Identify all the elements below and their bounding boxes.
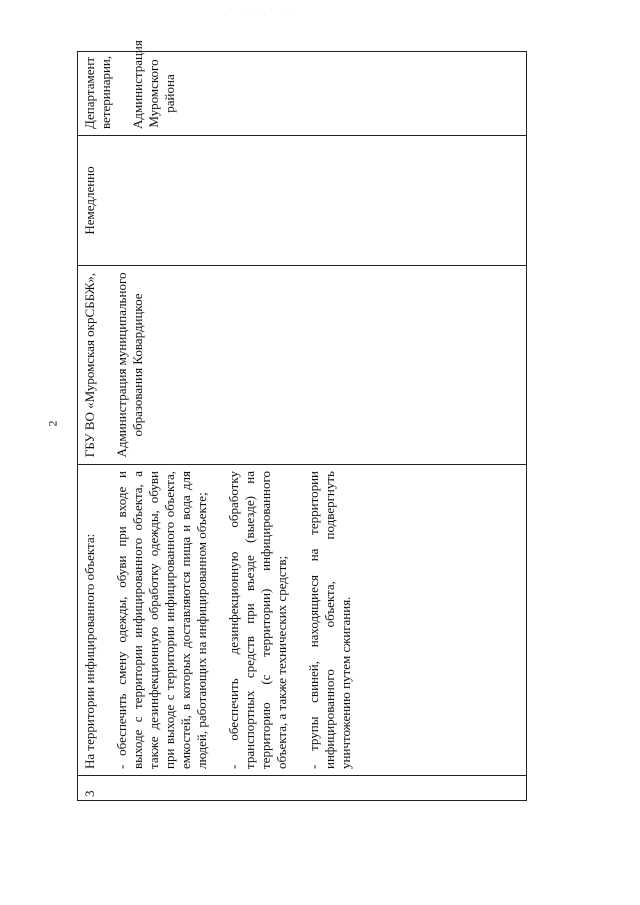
department-vet: Департамент ветеринарии, [82, 55, 113, 129]
rotated-table-container [77, 40, 527, 801]
responsible-gbu: ГБУ ВО «Муромская окрСББЖ», [82, 272, 97, 458]
measure-transport: - обеспечить дезинфекционную обработку транспортных средств при въезде (выезде) на территорию (с территории) инфицированного объекта, а также технических средств; [226, 471, 289, 769]
department-cell [78, 40, 527, 136]
responsible-administration: Администрация муниципального образования Ковардицкое [114, 272, 145, 458]
measures-cell [78, 465, 527, 776]
measure-carcasses: - трупы свиней, находящиеся на территории инфицированного объекта, подвергнуть уничтожению путем сжигания. [306, 471, 353, 769]
row-number: 3 [78, 776, 527, 801]
department-admin: Администрация Муромского района [130, 40, 177, 129]
measures-table [77, 40, 527, 801]
table-row [78, 52, 527, 801]
scan-artifact: · · · · · · · [230, 6, 296, 14]
term-text: Немедленно [82, 166, 97, 235]
responsible-cell [78, 266, 527, 465]
page-number: 2 [45, 420, 60, 427]
measures-heading: На территории инфицированного объекта: [82, 533, 97, 769]
measure-clothing: - обеспечить смену одежды, обуви при входе и выходе с территории инфицированного объекта, а также дезинфекционную обработку одежды, обуви при выходе с территории инфицированного объекта, емкостей, в которых доставляются пища и вода для людей, работающих на инфицированном объекте; [114, 471, 209, 769]
term-cell [78, 136, 527, 266]
